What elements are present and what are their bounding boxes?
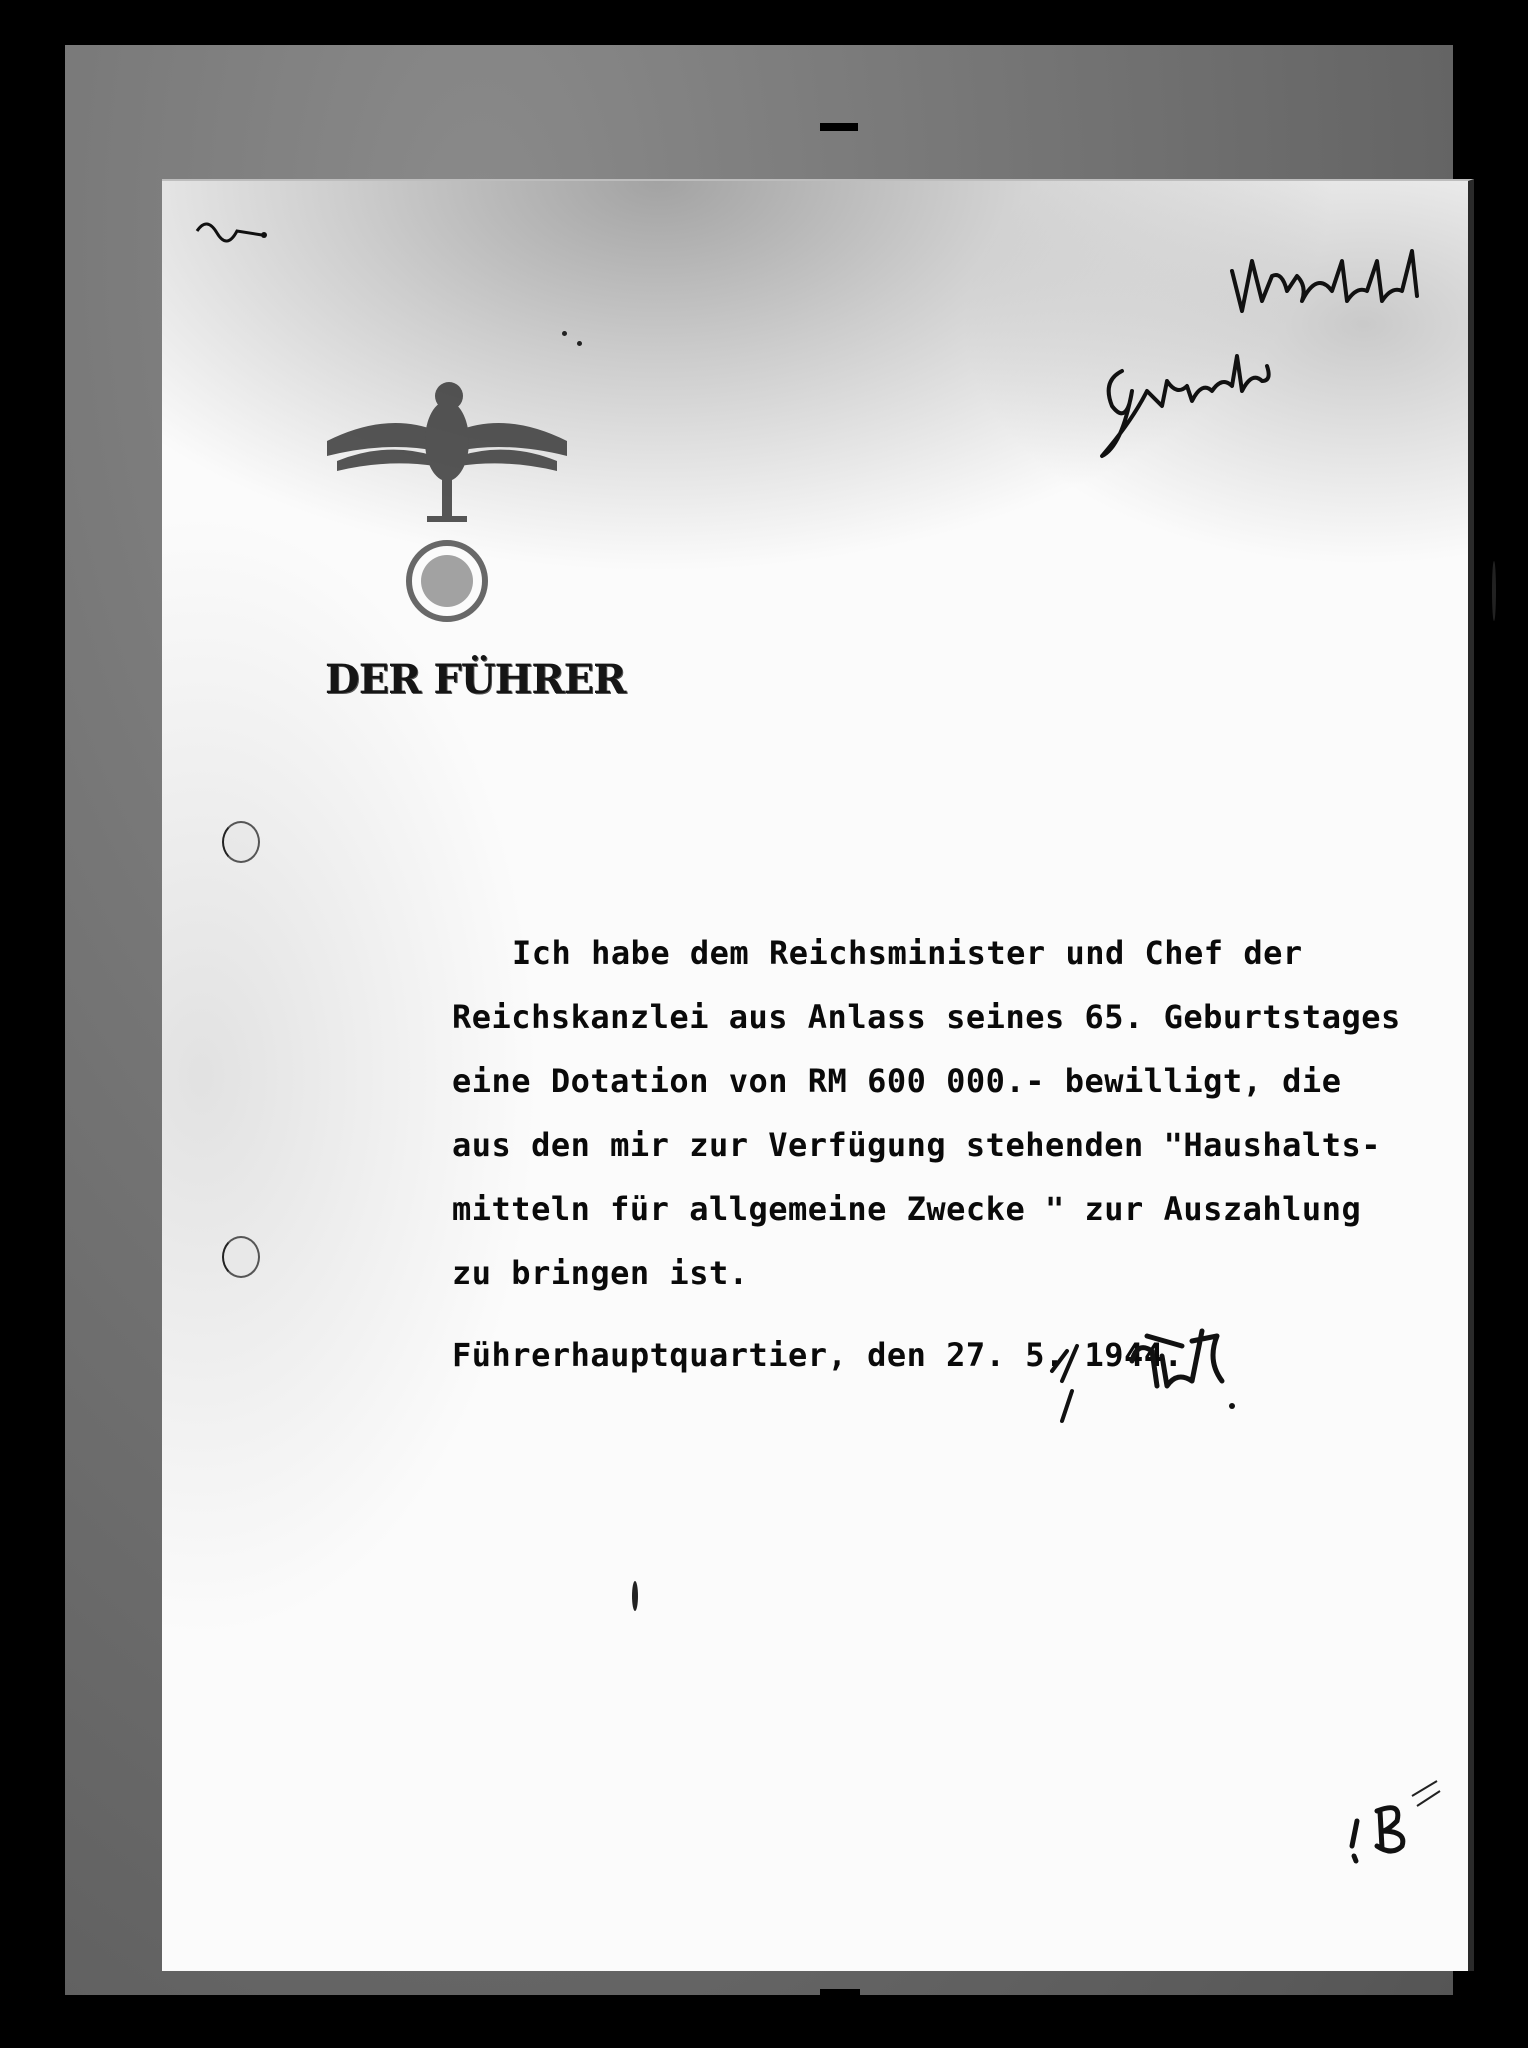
- body-line: Reichskanzlei aus Anlass seines 65. Geburtstages: [452, 998, 1401, 1036]
- eagle-emblem-icon: [317, 291, 577, 631]
- body-line: eine Dotation von RM 600 000.- bewilligt, die: [452, 1062, 1342, 1100]
- ink-speck: [632, 1581, 638, 1611]
- dateline: Führerhauptquartier, den 27. 5. 1944.: [452, 1336, 1184, 1374]
- handwritten-signature: [1042, 1311, 1282, 1441]
- handwritten-page-mark: [1342, 1776, 1442, 1876]
- ink-speck: [577, 341, 582, 346]
- document-body: [452, 921, 1452, 1305]
- letterhead-title: DER FÜHRER: [325, 656, 626, 703]
- scan-frame: [65, 45, 1453, 1995]
- body-line: mitteln für allgemeine Zwecke " zur Auszahlung: [452, 1190, 1362, 1228]
- body-line: zu bringen ist.: [452, 1254, 749, 1292]
- punch-hole-bottom: [222, 1236, 260, 1278]
- handwritten-note-top: [1092, 231, 1472, 471]
- ink-speck: [562, 331, 567, 336]
- body-line: Ich habe dem Reichsminister und Chef der: [512, 934, 1303, 972]
- body-line: aus den mir zur Verfügung stehenden "Haushalts-: [452, 1126, 1381, 1164]
- corner-scribble-mark: [192, 211, 272, 251]
- ink-speck: [1492, 561, 1496, 621]
- registration-mark-bottom: [820, 1989, 860, 1999]
- punch-hole-top: [222, 821, 260, 863]
- document-page: [162, 179, 1474, 1971]
- registration-mark-top: [820, 123, 858, 131]
